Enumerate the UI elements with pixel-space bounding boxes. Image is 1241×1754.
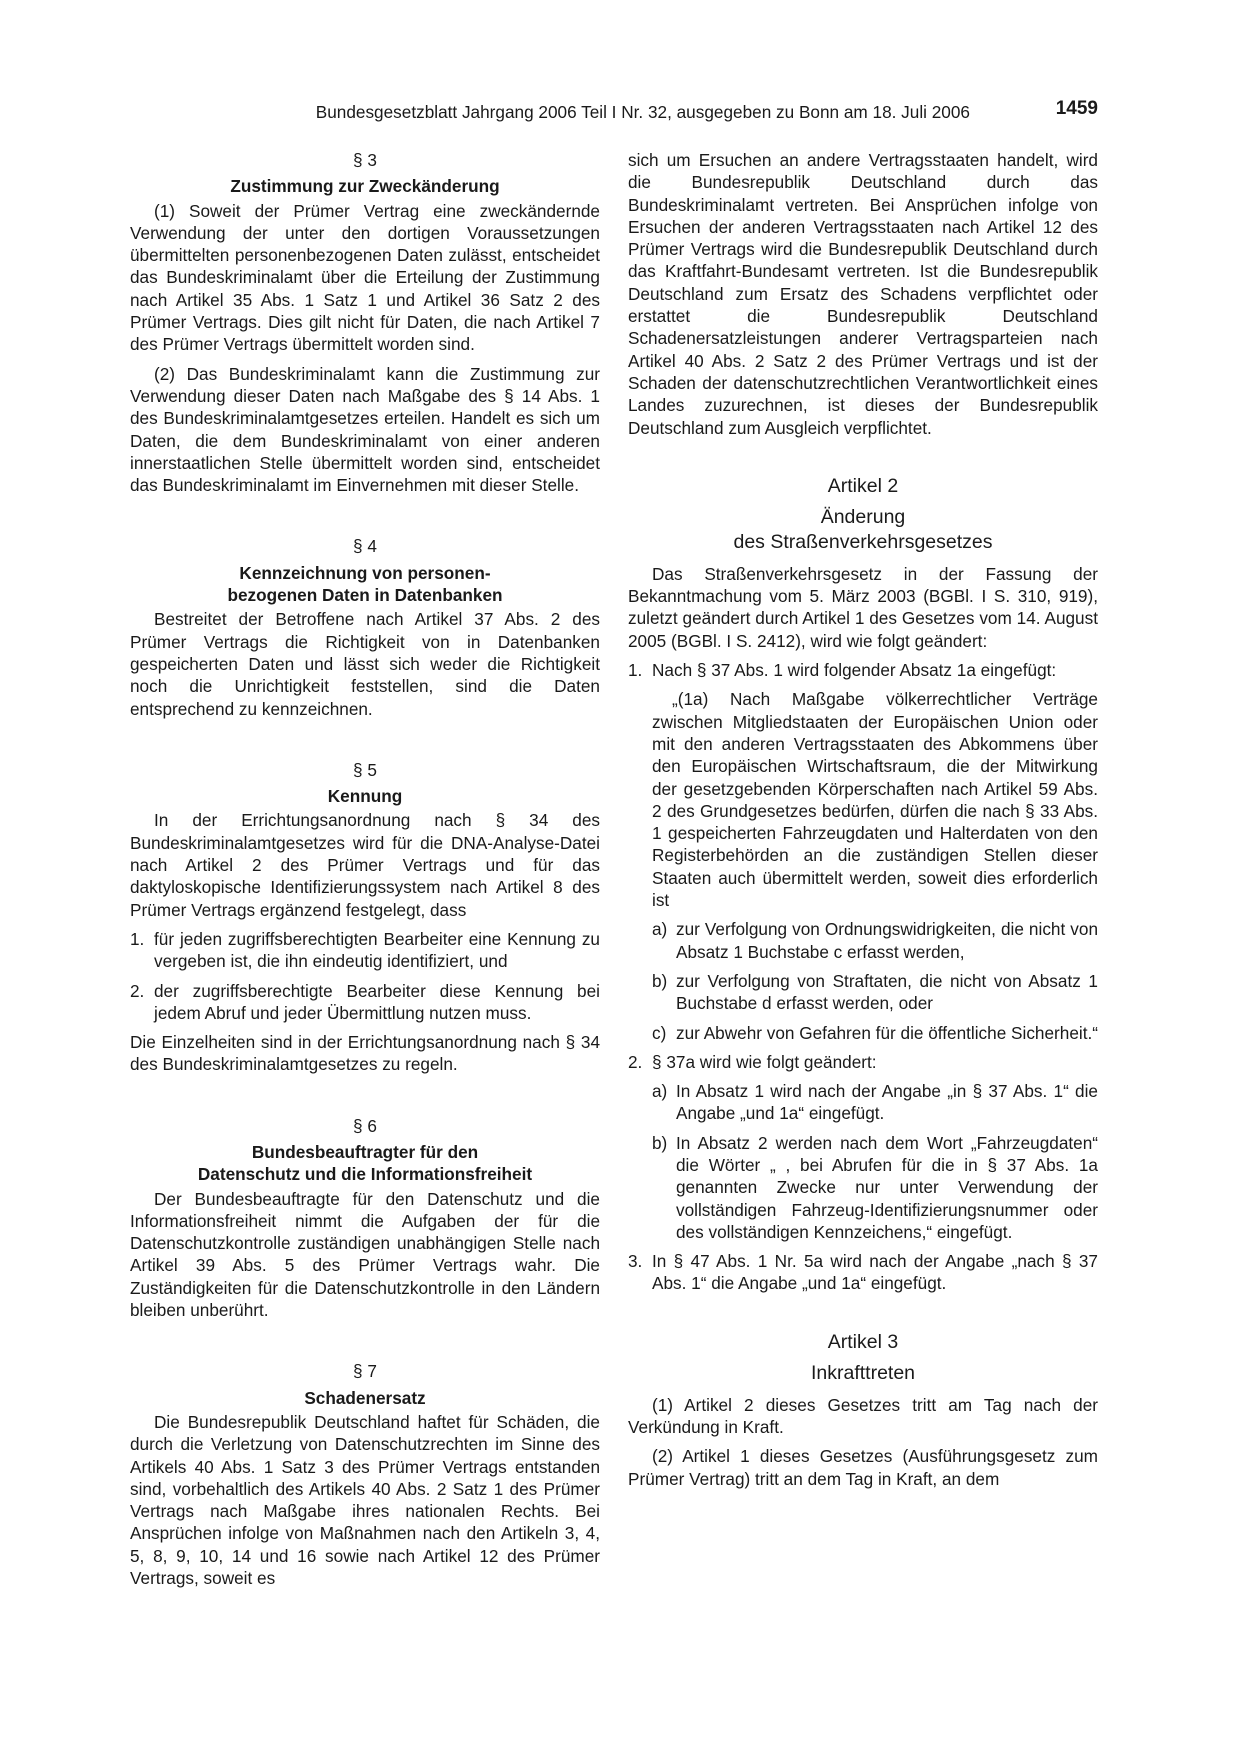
- item-letter: a): [652, 1081, 668, 1102]
- section-5-paragraph-1: In der Errichtungsanordnung nach § 34 des Bundeskriminalamtgesetzes wird für die DNA-Analyse-Datei nach Artikel 2 des Prümer Vertrags und für das daktyloskopische Identifizierungssystem nach Artikel 8 des Prümer Vertrags ergänzend festgelegt, dass: [130, 810, 600, 920]
- spacer: [130, 727, 600, 759]
- quote-item-b: [652, 970, 1098, 1015]
- article-3-paragraph-2: (2) Artikel 1 dieses Gesetzes (Ausführungsgesetz zum Prümer Vertrag) tritt an dem Tag in Kraft, an dem: [628, 1446, 1098, 1489]
- section-7-continuation: sich um Ersuchen an andere Vertragsstaaten handelt, wird die Bundesrepublik Deutschland durch das Bundeskriminalamt vertreten. Bei Ansprüchen infolge von Ersuchen der anderen Vertragsstaaten nach Artikel 12 des Prümer Vertrags wird die Bundesrepublik Deutschland durch das Kraftfahrt-Bundesamt vertreten. Ist die Bundesrepublik Deutschland zum Ersatz des Schadens verpflichtet oder erstattet die Bundesrepublik Deutschland Schadenersatzleistungen anderer Vertragsparteien nach Artikel 40 Abs. 2 Satz 2 des Prümer Vertrags und ist der Schaden der datenschutzrechtlichen Verantwortlichkeit eines Landes zuzurechnen, ist dieses der Bundesrepublik Deutschland zum Ausgleich verpflichtet.: [628, 150, 1098, 438]
- page-number: 1459: [1055, 98, 1098, 119]
- item-2-sub-b: [652, 1132, 1098, 1243]
- item-text: zur Verfolgung von Ordnungswidrigkeiten, die nicht von Absatz 1 Buchstabe c erfasst werden,: [676, 919, 1098, 962]
- section-6-paragraph: Der Bundesbeauftragte für den Datenschutz und die Informationsfreiheit nimmt die Aufgaben der für die Datenschutzkontrolle zuständigen unabhängigen Stelle nach Artikel 39 Abs. 5 des Prümer Vertrags wahr. Die Zuständigkeiten für die Datenschutzkontrolle in den Ländern bleiben unberührt.: [130, 1188, 600, 1321]
- section-3-paragraph-2: (2) Das Bundeskriminalamt kann die Zustimmung zur Verwendung dieser Daten nach Maßgabe des § 14 Abs. 1 des Bundeskriminalamtgesetzes erteilen. Handelt es sich um Daten, die dem Bundeskriminalamt von einer anderen innerstaatlichen Stelle übermittelt worden sind, entscheidet das Bundeskriminalamt im Einvernehmen mit dieser Stelle.: [130, 363, 600, 496]
- section-5-number: § 5: [353, 759, 377, 780]
- section-6-title-line-1: Bundesbeauftragter für den: [251, 1141, 479, 1162]
- item-2-sub-a: [652, 1080, 1098, 1125]
- article-3-title: Inkrafttreten: [810, 1361, 916, 1384]
- section-5-item-1: [130, 928, 600, 973]
- item-letter: c): [652, 1022, 667, 1043]
- quote-item-a: [652, 918, 1098, 963]
- item-number: 2.: [130, 980, 145, 1001]
- page-header: [130, 98, 1098, 125]
- article-2-item-1: [628, 659, 1098, 681]
- spacer: [130, 1328, 600, 1360]
- item-text: In Absatz 1 wird nach der Angabe „in § 37 Abs. 1“ die Angabe „und 1a“ eingefügt.: [676, 1081, 1098, 1124]
- item-text: § 37a wird wie folgt geändert:: [652, 1051, 877, 1072]
- item-text: In § 47 Abs. 1 Nr. 5a wird nach der Angabe „nach § 37 Abs. 1“ die Angabe „und 1a“ eingefügt.: [652, 1251, 1098, 1294]
- section-7-number: § 7: [353, 1361, 377, 1382]
- item-letter: a): [652, 919, 668, 940]
- item-number: 1.: [628, 660, 643, 681]
- article-2-number: Artikel 2: [827, 474, 899, 497]
- item-text: zur Abwehr von Gefahren für die öffentliche Sicherheit.“: [676, 1022, 1098, 1043]
- section-6-title-line-2: Datenschutz und die Informationsfreiheit: [197, 1164, 533, 1185]
- quote-item-c: [652, 1022, 1098, 1044]
- section-3-number: § 3: [353, 150, 377, 170]
- item-text: für jeden zugriffsberechtigten Bearbeiter eine Kennung zu vergeben ist, die ihn eindeutig identifiziert, und: [154, 928, 600, 972]
- item-text: zur Verfolgung von Straftaten, die nicht von Absatz 1 Buchstabe d erfasst werden, oder: [676, 970, 1098, 1014]
- section-6-number: § 6: [353, 1115, 377, 1136]
- section-7-paragraph: Die Bundesrepublik Deutschland haftet für Schäden, die durch die Verletzung von Datenschutzrechten im Sinne des Artikels 40 Abs. 1 Satz 3 des Prümer Vertrags entstanden sind, vorbehaltlich des Artikels 40 Abs. 2 Satz 1 des Prümer Vertrags nach Maßgabe ihres nationalen Rechts. Bei Ansprüchen infolge von Maßnahmen nach den Artikeln 3, 4, 5, 8, 9, 10, 14 und 16 sowie nach Artikel 12 des Prümer Vertrags, soweit es: [130, 1411, 600, 1589]
- right-column: [628, 149, 1098, 1497]
- item-number: 3.: [628, 1251, 643, 1272]
- item-text: der zugriffsberechtigte Bearbeiter diese Kennung bei jedem Abruf und jeder Übermittlung nutzen muss.: [154, 980, 600, 1023]
- section-4-title-line-1: Kennzeichnung von personen-: [239, 562, 491, 583]
- item-text: In Absatz 2 werden nach dem Wort „Fahrzeugdaten“ die Wörter „ , bei Abrufen für die in § 37 Abs. 1a genannten Zwecke nur unter Verwendung der vollständigen Fahrzeug-Identifizierungsnummer oder des vollständigen Kennzeichens,“ eingefügt.: [676, 1132, 1098, 1242]
- spacer: [628, 1302, 1098, 1330]
- section-7-title: Schadenersatz: [304, 1387, 426, 1408]
- item-number: 2.: [628, 1051, 643, 1072]
- article-3-paragraph-1: (1) Artikel 2 dieses Gesetzes tritt am Tag nach der Verkündung in Kraft.: [628, 1394, 1098, 1438]
- article-2-title-line-2: des Straßenverkehrsgesetzes: [733, 530, 993, 553]
- section-5-paragraph-2: Die Einzelheiten sind in der Errichtungsanordnung nach § 34 des Bundeskriminalamtgesetzes zu regeln.: [130, 1032, 600, 1075]
- section-4-number: § 4: [353, 536, 377, 557]
- section-4-title-line-2: bezogenen Daten in Datenbanken: [227, 585, 503, 606]
- section-5-item-2: [130, 980, 600, 1025]
- item-letter: b): [652, 1132, 668, 1153]
- item-text: Nach § 37 Abs. 1 wird folgender Absatz 1a eingefügt:: [652, 660, 1057, 681]
- spacer: [130, 1083, 600, 1115]
- article-2-intro: Das Straßenverkehrsgesetz in der Fassung der Bekanntmachung vom 5. März 2003 (BGBl. I S. 310, 919), zuletzt geändert durch Artikel 1 des Gesetzes vom 14. August 2005 (BGBl. I S. 2412), wird wie folgt geändert:: [628, 563, 1098, 651]
- section-3-paragraph-1: (1) Soweit der Prümer Vertrag eine zweckändernde Verwendung der unter den dortigen Voraussetzungen übermittelten personenbezogenen Daten zulässt, entscheidet das Bundeskriminalamt über die Erteilung der Zustimmung nach Artikel 35 Abs. 1 Satz 1 und Artikel 36 Satz 2 des Prümer Vertrags. Dies gilt nicht für Daten, die nach Artikel 7 des Prümer Vertrags übermittelt worden sind.: [130, 200, 600, 355]
- item-number: 1.: [130, 928, 145, 949]
- section-4-paragraph: Bestreitet der Betroffene nach Artikel 37 Abs. 2 des Prümer Vertrags die Richtigkeit von in Datenbanken gespeicherten Daten und lässt sich weder die Richtigkeit noch die Unrichtigkeit feststellen, sind die Daten entsprechend zu kennzeichnen.: [130, 609, 600, 719]
- left-column: [130, 149, 600, 1596]
- article-2-item-2: [628, 1051, 1098, 1073]
- article-3-number: Artikel 3: [827, 1330, 899, 1353]
- section-5-title: Kennung: [327, 786, 403, 807]
- article-2-title-line-1: Änderung: [820, 505, 906, 528]
- section-3-title: Zustimmung zur Zweckänderung: [230, 176, 500, 197]
- article-2-item-3: [628, 1250, 1098, 1295]
- spacer: [130, 503, 600, 535]
- spacer: [628, 446, 1098, 474]
- article-2-quote: „(1a) Nach Maßgabe völkerrechtlicher Verträge zwischen Mitgliedstaaten der Europäischen Union oder mit den anderen Vertragsstaaten des Abkommens über den Europäischen Wirtschaftsraum, die der Mitwirkung der gesetzgebenden Körperschaften nach Artikel 59 Abs. 2 des Grundgesetzes bedürfen, dürfen die nach § 33 Abs. 1 gespeicherten Fahrzeugdaten und Halterdaten von den Registerbehörden an die zuständigen Stellen dieser Staaten auch übermittelt werden, soweit dies erforderlich ist: [652, 689, 1098, 911]
- item-letter: b): [652, 970, 668, 991]
- header-title: Bundesgesetzblatt Jahrgang 2006 Teil I Nr. 32, ausgegeben zu Bonn am 18. Juli 2006: [315, 102, 970, 122]
